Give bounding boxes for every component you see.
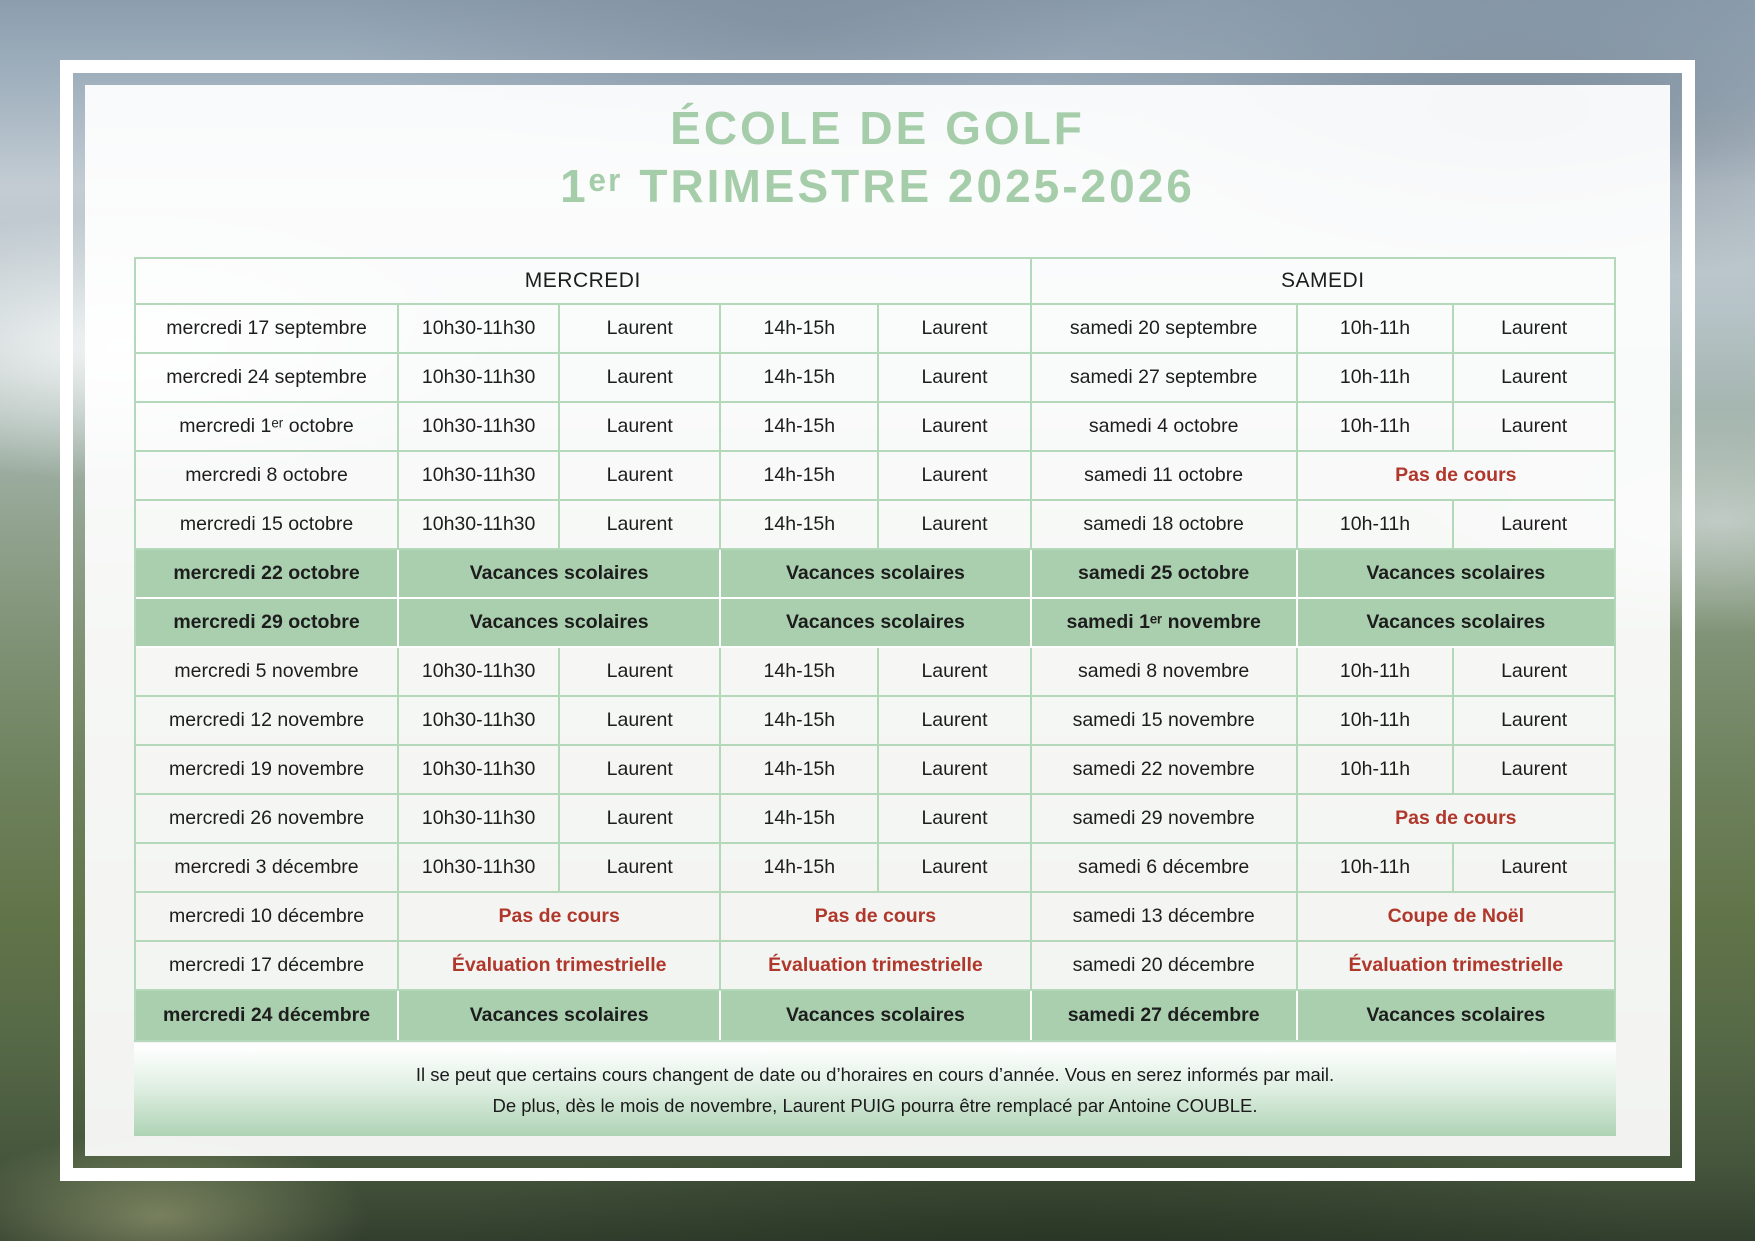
wednesday-date-cell: mercredi 26 novembre <box>136 795 399 844</box>
session-cell: Laurent <box>560 305 721 354</box>
session-cell: 10h30-11h30 <box>399 697 560 746</box>
table-row <box>136 795 1614 844</box>
saturday-date-cell: samedi 13 décembre <box>1032 893 1298 942</box>
wednesday-date-cell: mercredi 12 novembre <box>136 697 399 746</box>
session-cell: Vacances scolaires <box>399 991 721 1040</box>
session-cell: 10h-11h <box>1298 844 1455 893</box>
session-cell: 14h-15h <box>721 501 879 550</box>
table-row <box>136 746 1614 795</box>
session-cell: Vacances scolaires <box>1298 599 1614 648</box>
schedule-table-body <box>136 305 1614 1040</box>
session-cell: Vacances scolaires <box>1298 550 1614 599</box>
table-header-row <box>136 259 1614 305</box>
session-cell: 10h30-11h30 <box>399 305 560 354</box>
session-cell: 10h-11h <box>1298 648 1455 697</box>
session-cell: Laurent <box>1454 697 1614 746</box>
session-cell: 10h30-11h30 <box>399 844 560 893</box>
session-cell: 10h-11h <box>1298 354 1455 403</box>
session-cell: Laurent <box>1454 354 1614 403</box>
session-cell: 14h-15h <box>721 403 879 452</box>
session-cell: 14h-15h <box>721 354 879 403</box>
session-cell: 10h30-11h30 <box>399 795 560 844</box>
session-cell: Laurent <box>1454 844 1614 893</box>
wednesday-date-cell: mercredi 24 septembre <box>136 354 399 403</box>
wednesday-date-cell: mercredi 8 octobre <box>136 452 399 501</box>
saturday-date-cell: samedi 25 octobre <box>1032 550 1298 599</box>
session-cell: 10h30-11h30 <box>399 403 560 452</box>
saturday-date-cell: samedi 15 novembre <box>1032 697 1298 746</box>
table-row <box>136 599 1614 648</box>
session-cell: 14h-15h <box>721 648 879 697</box>
session-cell: Laurent <box>879 403 1031 452</box>
session-cell: 10h-11h <box>1298 501 1455 550</box>
saturday-header-cell: SAMEDI <box>1032 259 1614 305</box>
session-cell: Pas de cours <box>1298 452 1614 501</box>
session-cell: Laurent <box>560 354 721 403</box>
session-cell: Laurent <box>879 354 1031 403</box>
wednesday-date-cell: mercredi 10 décembre <box>136 893 399 942</box>
table-row <box>136 403 1614 452</box>
table-row <box>136 844 1614 893</box>
session-cell: 10h30-11h30 <box>399 501 560 550</box>
saturday-date-cell: samedi 11 octobre <box>1032 452 1298 501</box>
session-cell: Évaluation trimestrielle <box>399 942 721 991</box>
session-cell: Laurent <box>879 795 1031 844</box>
wednesday-date-cell: mercredi 24 décembre <box>136 991 399 1040</box>
wednesday-date-cell: mercredi 22 octobre <box>136 550 399 599</box>
session-cell: Laurent <box>879 305 1031 354</box>
session-cell: Laurent <box>879 501 1031 550</box>
session-cell: Laurent <box>560 844 721 893</box>
table-row <box>136 991 1614 1040</box>
session-cell: Laurent <box>1454 305 1614 354</box>
session-cell: Laurent <box>1454 648 1614 697</box>
session-cell: Évaluation trimestrielle <box>721 942 1031 991</box>
session-cell: Laurent <box>560 501 721 550</box>
saturday-date-cell: samedi 20 décembre <box>1032 942 1298 991</box>
table-row <box>136 893 1614 942</box>
session-cell: Vacances scolaires <box>399 599 721 648</box>
wednesday-date-cell: mercredi 3 décembre <box>136 844 399 893</box>
table-row <box>136 305 1614 354</box>
wednesday-date-cell: mercredi 5 novembre <box>136 648 399 697</box>
session-cell: Laurent <box>879 648 1031 697</box>
saturday-date-cell: samedi 29 novembre <box>1032 795 1298 844</box>
wednesday-date-cell: mercredi 1ᵉʳ octobre <box>136 403 399 452</box>
session-cell: Vacances scolaires <box>721 550 1031 599</box>
session-cell: Laurent <box>879 452 1031 501</box>
session-cell: Laurent <box>879 746 1031 795</box>
session-cell: 14h-15h <box>721 452 879 501</box>
wednesday-date-cell: mercredi 17 décembre <box>136 942 399 991</box>
session-cell: Laurent <box>1454 746 1614 795</box>
wednesday-header-cell: MERCREDI <box>136 259 1032 305</box>
wednesday-date-cell: mercredi 15 octobre <box>136 501 399 550</box>
session-cell: 14h-15h <box>721 844 879 893</box>
page-title-line1: ÉCOLE DE GOLF <box>670 102 1085 154</box>
session-cell: Pas de cours <box>721 893 1031 942</box>
session-cell: Vacances scolaires <box>721 991 1031 1040</box>
saturday-date-cell: samedi 27 septembre <box>1032 354 1298 403</box>
table-row <box>136 648 1614 697</box>
session-cell: Vacances scolaires <box>399 550 721 599</box>
session-cell: Pas de cours <box>1298 795 1614 844</box>
session-cell: Laurent <box>560 697 721 746</box>
session-cell: 10h30-11h30 <box>399 746 560 795</box>
saturday-date-cell: samedi 27 décembre <box>1032 991 1298 1040</box>
table-row <box>136 550 1614 599</box>
table-row <box>136 501 1614 550</box>
saturday-date-cell: samedi 6 décembre <box>1032 844 1298 893</box>
page-title <box>85 99 1670 215</box>
session-cell: 14h-15h <box>721 697 879 746</box>
session-cell: Vacances scolaires <box>1298 991 1614 1040</box>
session-cell: 10h-11h <box>1298 746 1455 795</box>
table-row <box>136 942 1614 991</box>
footer-note-line2: De plus, dès le mois de novembre, Laurent PUIG pourra être remplacé par Antoine COUBLE. <box>492 1094 1258 1116</box>
table-row <box>136 354 1614 403</box>
saturday-date-cell: samedi 4 octobre <box>1032 403 1298 452</box>
saturday-date-cell: samedi 22 novembre <box>1032 746 1298 795</box>
footer-note-line1: Il se peut que certains cours changent de date ou d’horaires en cours d’année. Vous en serez informés par mail. <box>415 1063 1335 1085</box>
session-cell: 10h-11h <box>1298 697 1455 746</box>
session-cell: Laurent <box>560 795 721 844</box>
session-cell: 10h-11h <box>1298 403 1455 452</box>
session-cell: Laurent <box>560 403 721 452</box>
session-cell: Pas de cours <box>399 893 721 942</box>
wednesday-date-cell: mercredi 17 septembre <box>136 305 399 354</box>
session-cell: Évaluation trimestrielle <box>1298 942 1614 991</box>
wednesday-date-cell: mercredi 29 octobre <box>136 599 399 648</box>
session-cell: 14h-15h <box>721 305 879 354</box>
wednesday-date-cell: mercredi 19 novembre <box>136 746 399 795</box>
session-cell: Laurent <box>560 648 721 697</box>
session-cell: 10h30-11h30 <box>399 354 560 403</box>
session-cell: 10h-11h <box>1298 305 1455 354</box>
page-title-line2: 1ᵉʳ TRIMESTRE 2025-2026 <box>560 160 1195 212</box>
saturday-date-cell: samedi 20 septembre <box>1032 305 1298 354</box>
session-cell: Laurent <box>1454 403 1614 452</box>
session-cell: 14h-15h <box>721 746 879 795</box>
saturday-date-cell: samedi 8 novembre <box>1032 648 1298 697</box>
session-cell: 10h30-11h30 <box>399 452 560 501</box>
session-cell: 10h30-11h30 <box>399 648 560 697</box>
table-row <box>136 452 1614 501</box>
session-cell: Laurent <box>560 746 721 795</box>
schedule-table <box>134 257 1616 1042</box>
saturday-date-cell: samedi 18 octobre <box>1032 501 1298 550</box>
session-cell: Laurent <box>879 697 1031 746</box>
saturday-date-cell: samedi 1ᵉʳ novembre <box>1032 599 1298 648</box>
session-cell: Vacances scolaires <box>721 599 1031 648</box>
card <box>85 85 1670 1156</box>
session-cell: Laurent <box>560 452 721 501</box>
session-cell: Laurent <box>879 844 1031 893</box>
table-row <box>136 697 1614 746</box>
session-cell: Coupe de Noël <box>1298 893 1614 942</box>
footer-note <box>134 1043 1616 1136</box>
session-cell: 14h-15h <box>721 795 879 844</box>
session-cell: Laurent <box>1454 501 1614 550</box>
